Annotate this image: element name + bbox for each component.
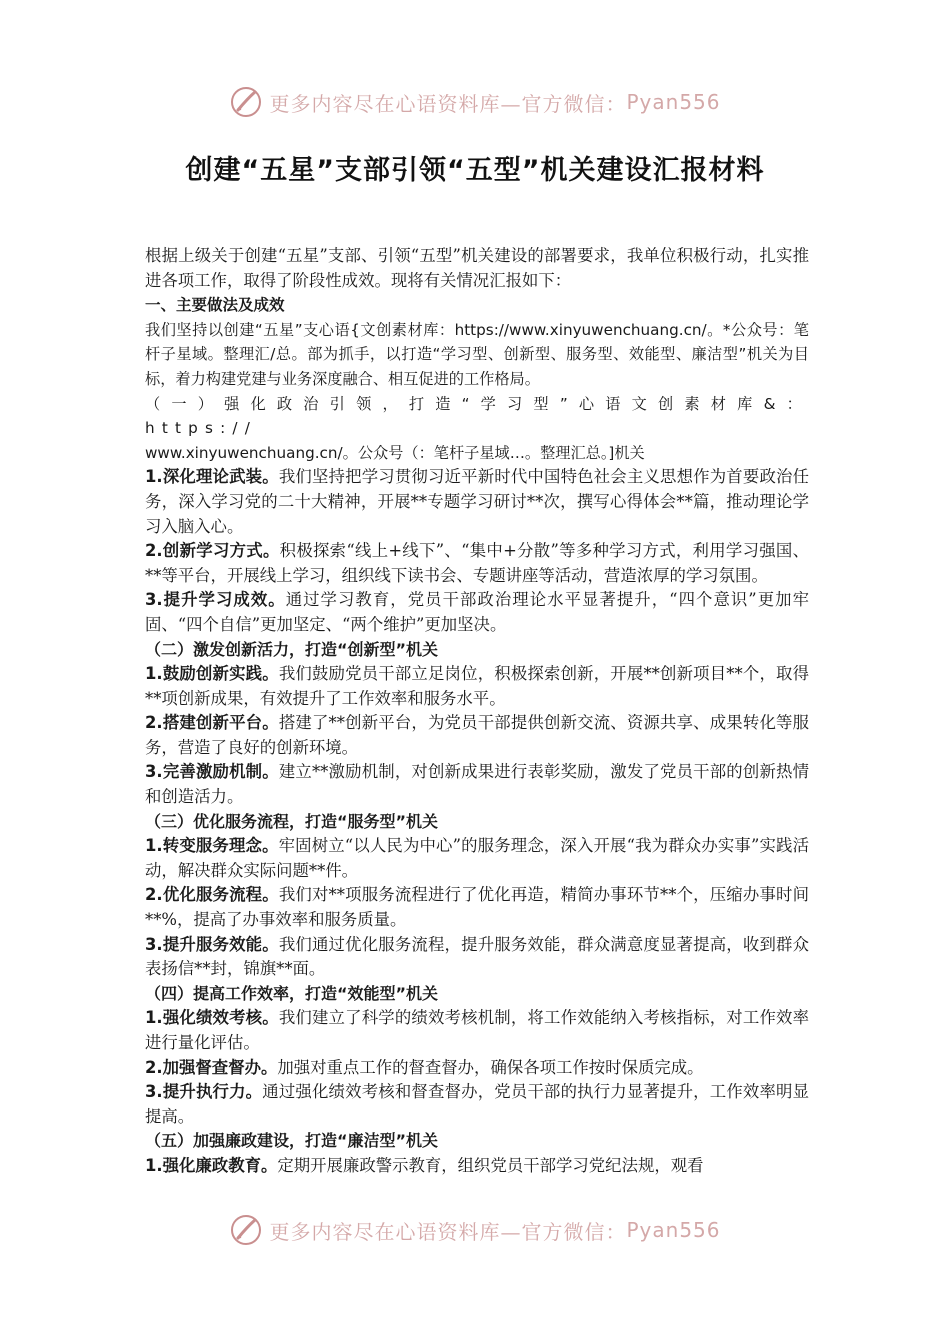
numbered-paragraph [145, 1080, 809, 1129]
header-watermark-banner [0, 82, 950, 122]
paragraph-text: 通过强化绩效考核和督查督办，党员干部的执行力显著提升，工作效率明显提高。 [145, 1082, 810, 1126]
numbered-paragraph [145, 711, 809, 760]
paragraph-lead: 1.转变服务理念。 [145, 836, 279, 856]
paragraph-text: 搭建了**创新平台，为党员干部提供创新交流、资源共享、成果转化等服务，营造了良好的创新环境。 [145, 713, 809, 757]
subsection-heading: （三）优化服务流程，打造“服务型”机关 [145, 811, 439, 831]
paragraph-lead: 3.完善激励机制。 [145, 762, 279, 782]
paragraph-lead: 3.提升服务效能。 [145, 934, 279, 954]
paragraph-lead: 2.搭建创新平台。 [145, 713, 279, 733]
subsection-heading: （五）加强廉政建设，打造“廉洁型”机关 [145, 1131, 439, 1151]
paragraph-lead: 2.加强督查督办。 [145, 1057, 278, 1077]
paragraph-lead: 2.创新学习方式。 [145, 541, 280, 561]
paragraph-lead: 1.强化绩效考核。 [145, 1008, 279, 1028]
paragraph-text: 我们对**项服务流程进行了优化再造，精简办事环节**个，压缩办事时间**%，提高了办事效率和服务质量。 [145, 885, 809, 930]
numbered-paragraph [145, 883, 809, 932]
paragraph-text: 通过学习教育，党员干部政治理论水平显著提升，“四个意识”更加牢固、“四个自信”更加坚定、“两个维护”更加坚决。 [145, 590, 809, 634]
paragraph-text: 牢固树立“以人民为中心”的服务理念，深入开展“我为群众办实事”实践活动，解决群众实际问题**件。 [145, 836, 809, 880]
subsection-heading: （四）提高工作效率，打造“效能型”机关 [145, 983, 439, 1003]
subsection-heading-line: （一）强化政治引领，打造“学习型”心语文创素材库&：https:// [145, 394, 809, 438]
footer-watermark-banner [0, 1210, 950, 1250]
numbered-paragraph [145, 1006, 809, 1055]
numbered-paragraph [145, 465, 809, 539]
paragraph-lead: 1.鼓励创新实践。 [145, 664, 279, 684]
paragraph-text: 我们鼓励党员干部立足岗位，积极探索创新，开展**创新项目**个，取得**项创新成果，有效提升了工作效率和服务水平。 [145, 664, 809, 708]
paragraph-lead: 1.深化理论武装。 [145, 467, 279, 487]
paragraph-text: 积极探索“线上+线下”、“集中+分散”等多种学习方式，利用学习强国、**等平台，开展线上学习，组织线下读书会、专题讲座等活动，营造浓厚的学习氛围。 [145, 541, 809, 585]
paragraph-text: 建立**激励机制，对创新成果进行表彰奖励，激发了党员干部的创新热情和创造活力。 [145, 762, 809, 807]
brush-logo-icon [229, 1213, 263, 1247]
banner-wechat-id: Pyan556 [626, 1218, 721, 1242]
paragraph-lead: 1.强化廉政教育。 [145, 1155, 278, 1175]
intro-paragraph: 根据上级关于创建“五星”支部、引领“五型”机关建设的部署要求，我单位积极行动，扎实推进各项工作，取得了阶段性成效。现将有关情况汇报如下： [145, 246, 809, 290]
paragraph-text: 我们建立了科学的绩效考核机制，将工作效能纳入考核指标，对工作效率进行量化评估。 [145, 1008, 809, 1052]
numbered-paragraph [145, 662, 809, 711]
subsection-heading-line: www.xinyuwenchuang.cn/。公众号（：笔杆子星域…。整理汇总。]机关 [145, 443, 645, 462]
document-title: 创建“五星”支部引领“五型”机关建设汇报材料 [185, 155, 765, 186]
numbered-paragraph [145, 760, 809, 809]
numbered-paragraph [145, 933, 809, 982]
banner-wechat-id: Pyan556 [626, 90, 721, 114]
paragraph-lead: 3.提升执行力。 [145, 1082, 263, 1102]
paragraph-text: 定期开展廉政警示教育，组织党员干部学习党纪法规，观看 [277, 1155, 704, 1175]
numbered-paragraph [145, 588, 809, 637]
brush-logo-icon [229, 85, 263, 119]
banner-text: 更多内容尽在心语资料库—官方微信： [269, 1219, 627, 1244]
subsection-heading: （二）激发创新活力，打造“创新型”机关 [145, 639, 439, 659]
numbered-paragraph [145, 834, 809, 883]
section-heading: 一、主要做法及成效 [145, 296, 285, 315]
paragraph-text: 我们通过优化服务流程，提升服务效能，群众满意度显著提高，收到群众表扬信**封，锦旗**面。 [145, 934, 809, 979]
section-paragraph: 我们坚持以创建“五星”支心语{文创素材库：https://www.xinyuwenchuang.cn/。*公众号：笔杆子星域。整理汇/总。部为抓手，以打造“学习型、创新型、服务型、效能型、廉洁型”机关为目标，着力构建党建与业务深度融合、相互促进的工作格局。 [145, 320, 809, 388]
paragraph-lead: 3.提升学习成效。 [145, 590, 286, 610]
numbered-paragraph [145, 1056, 809, 1081]
paragraph-lead: 2.优化服务流程。 [145, 885, 279, 905]
banner-text: 更多内容尽在心语资料库—官方微信： [269, 91, 627, 116]
numbered-paragraph [145, 1154, 809, 1179]
document-body [145, 244, 809, 1179]
paragraph-text: 加强对重点工作的督查督办，确保各项工作按时保质完成。 [277, 1057, 704, 1077]
paragraph-text: 我们坚持把学习贯彻习近平新时代中国特色社会主义思想作为首要政治任务，深入学习党的二十大精神，开展**专题学习研讨**次，撰写心得体会**篇，推动理论学习入脑入心。 [145, 467, 809, 536]
body-blocks [145, 465, 809, 1178]
numbered-paragraph [145, 539, 809, 588]
